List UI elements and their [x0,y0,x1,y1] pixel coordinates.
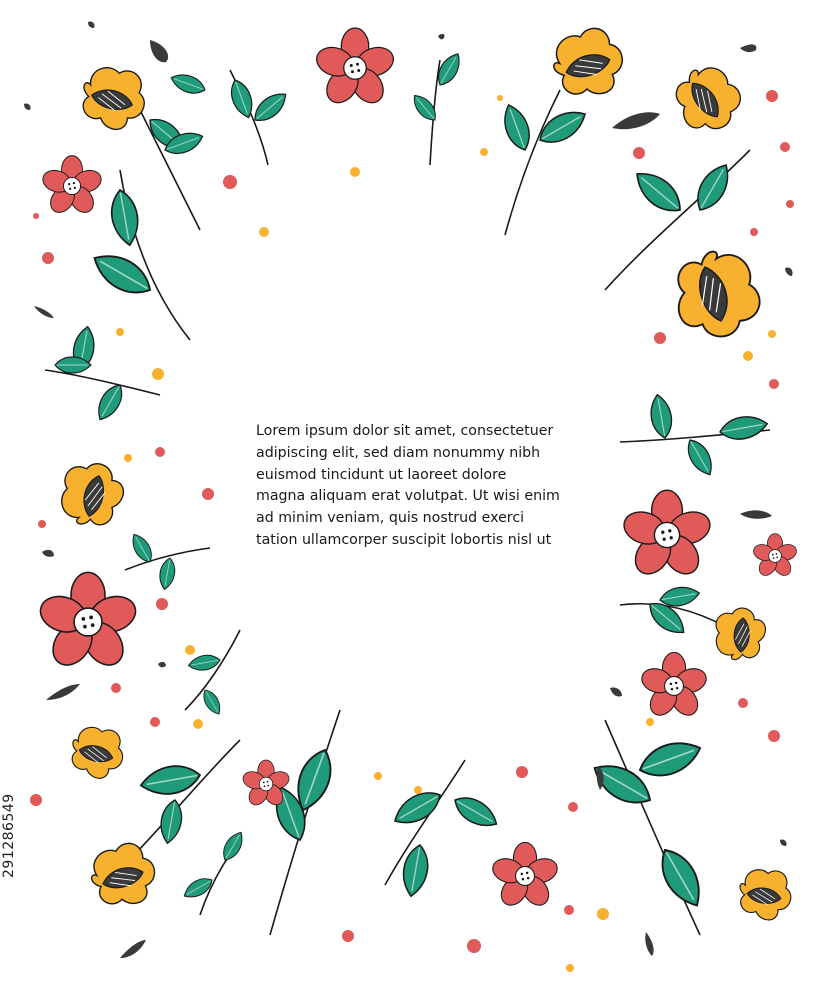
stock-image-id: 291286549 [1,793,17,878]
body-text-line: magna aliquam erat volutpat. Ut wisi enim [256,488,560,505]
body-text-line: ad minim veniam, quis nostrud exerci [256,510,525,527]
body-text [256,421,596,552]
body-text-line: adipiscing elit, sed diam nonummy nibh [256,444,541,461]
body-text-line: euismod tincidunt ut laoreet dolore [256,466,507,483]
body-text-line: Lorem ipsum dolor sit amet, consectetuer [256,423,554,439]
body-text-line: tation ullamcorper suscipit lobortis nisl ut [256,531,552,548]
